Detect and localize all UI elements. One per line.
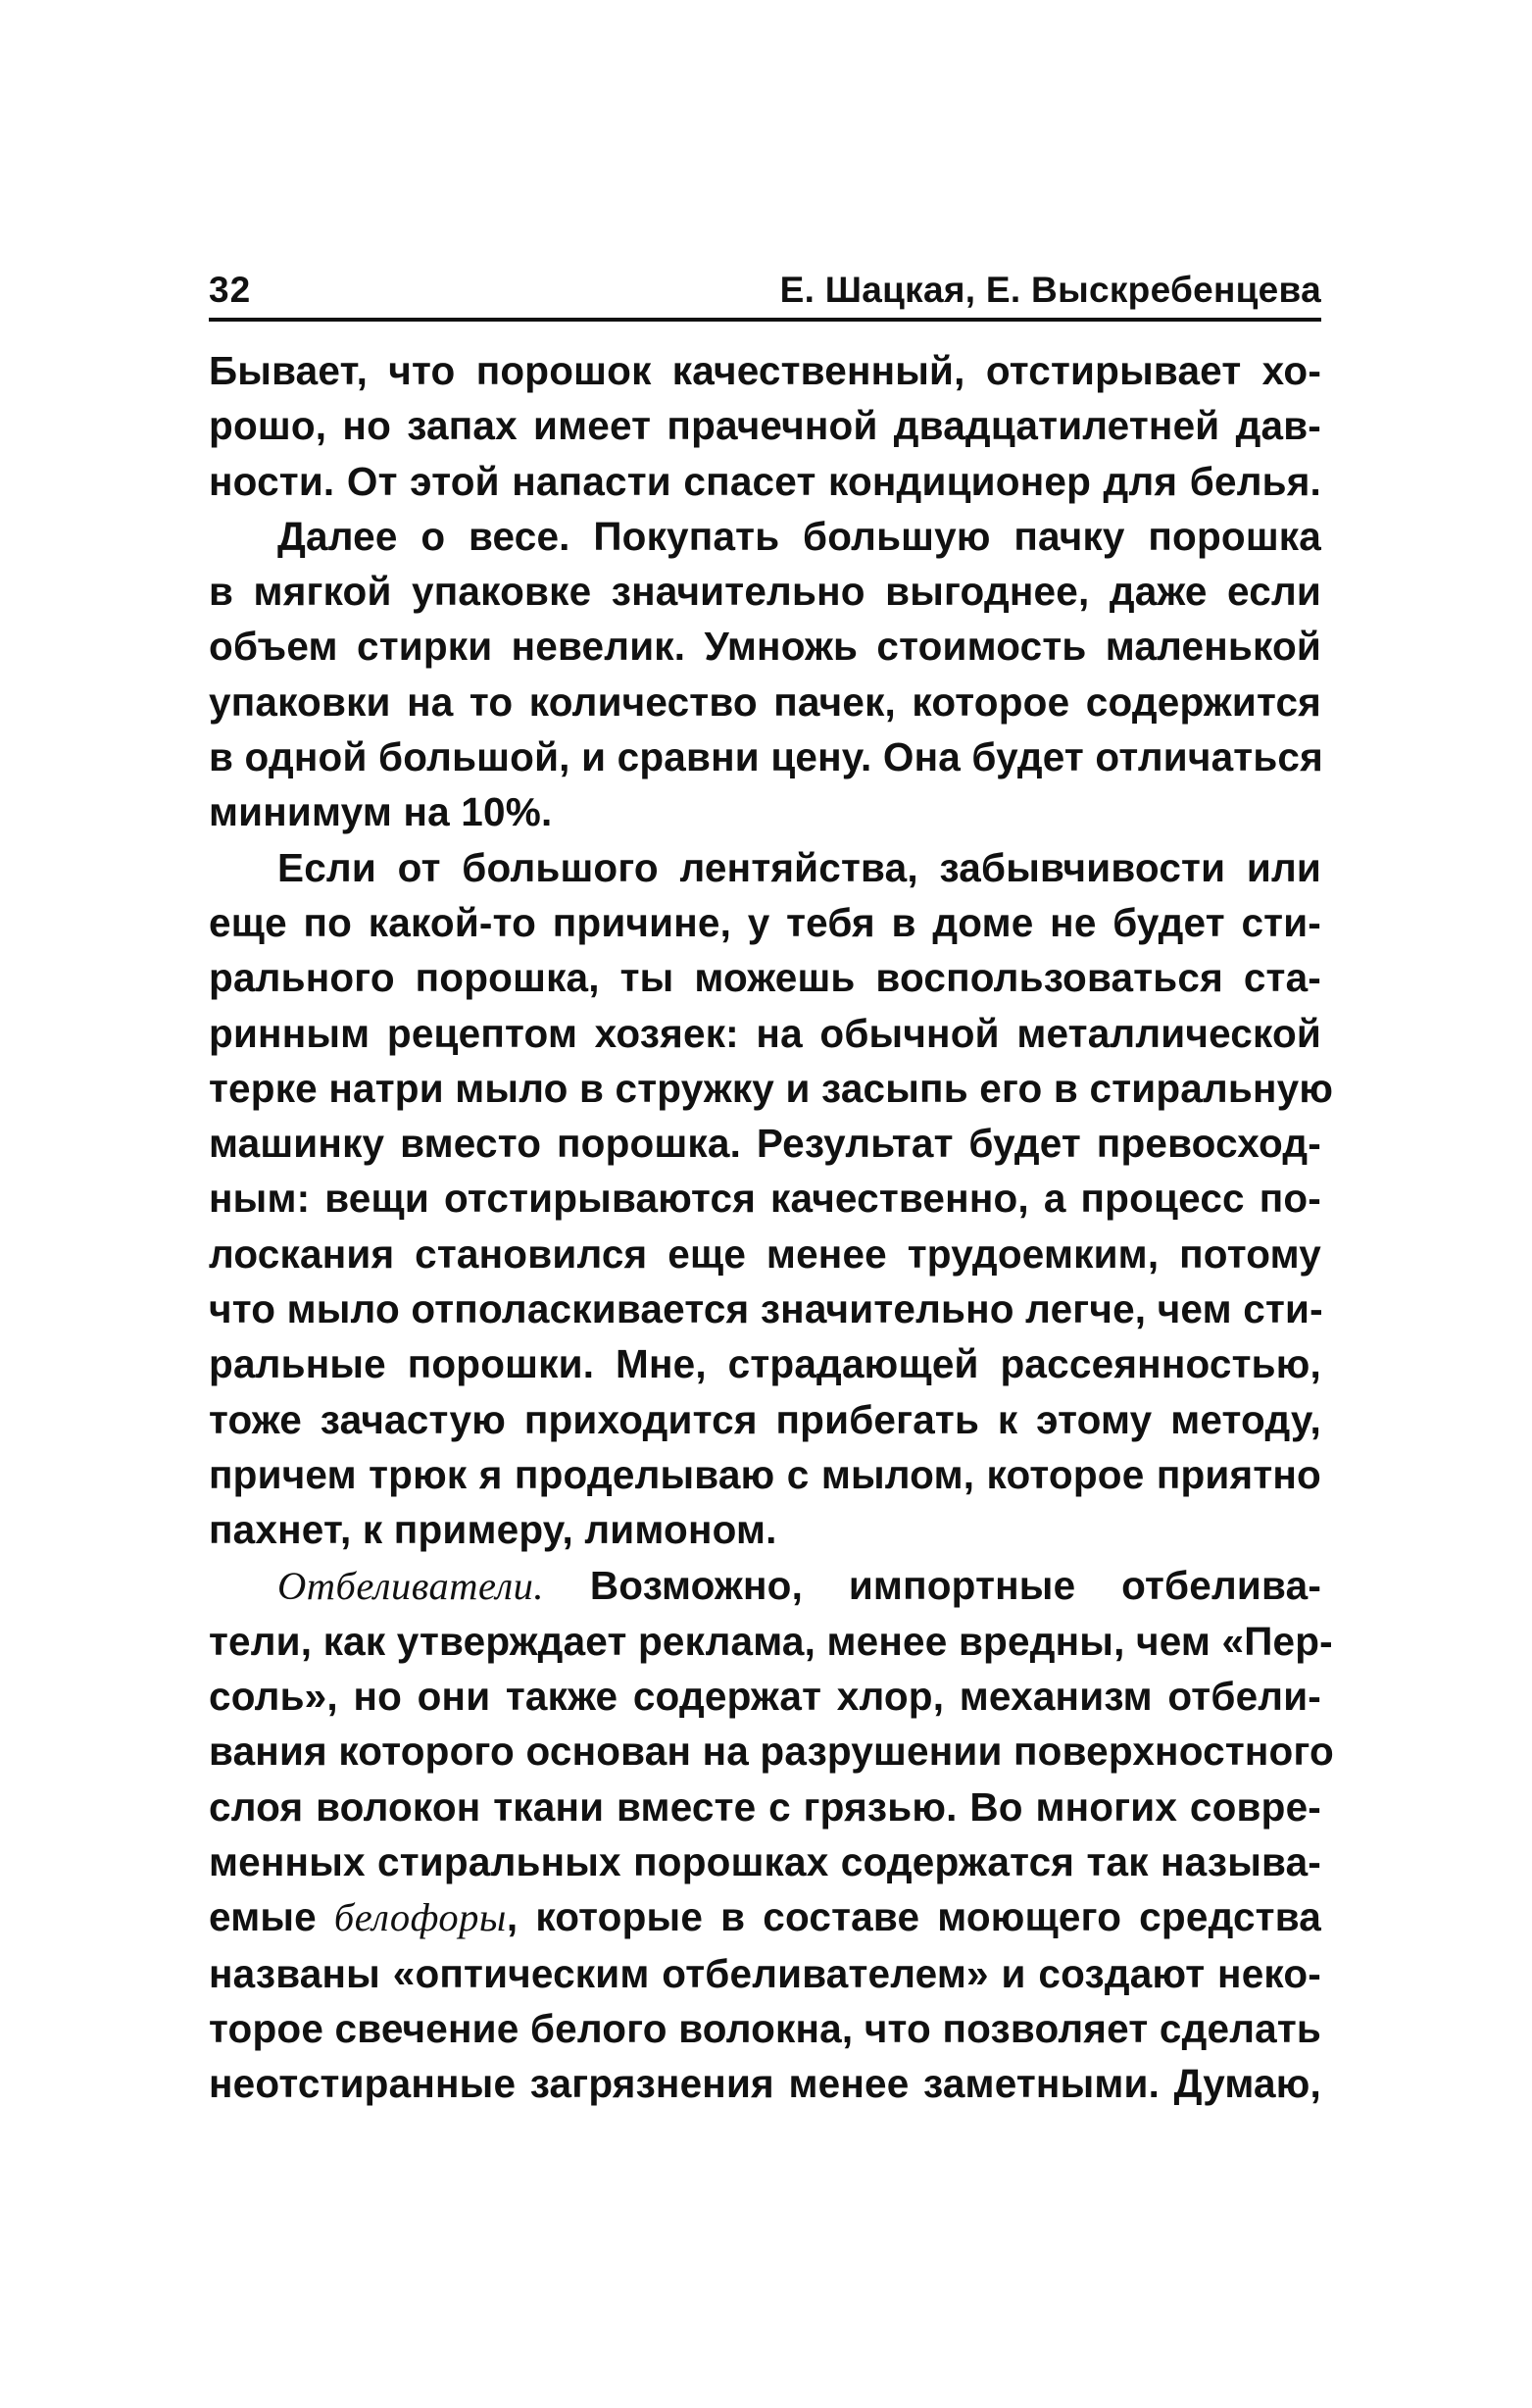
text-run: Возможно, импортные отбелива-	[544, 1562, 1321, 1608]
page-number: 32	[209, 270, 252, 310]
paragraph-2	[209, 509, 1321, 840]
text-line: ным: вещи отстирываются качественно, а процесс по-	[209, 1176, 1321, 1222]
text-line: причем трюк я проделываю с мылом, которое приятно	[209, 1451, 1321, 1497]
text-line: упаковки на то количество пачек, которое содержится	[209, 678, 1321, 725]
italic-term: белофоры	[333, 1895, 507, 1940]
running-head	[209, 257, 1321, 316]
body-text	[209, 343, 1334, 2112]
paragraph-1	[209, 343, 1321, 509]
text-line: названы «оптическим отбеливателем» и создают неко-	[209, 1950, 1321, 1996]
running-head-authors: Е. Шацкая, Е. Выскребенцева	[779, 270, 1321, 310]
text-line: неотстиранные загрязнения менее заметными. Думаю,	[209, 2061, 1321, 2107]
text-line: минимум на 10%.	[209, 789, 553, 835]
text-run: , которые в составе моющего средства	[506, 1894, 1321, 1940]
text-line: торое свечение белого волокна, что позволяет сделать	[209, 2005, 1321, 2051]
text-line: еще по какой-то причине, у тебя в доме не будет сти-	[209, 899, 1321, 945]
text-line: тели, как утверждает реклама, менее вредны, чем «Пер-	[209, 1618, 1333, 1664]
text-line: ности. От этой напасти спасет кондиционер для белья.	[209, 458, 1321, 504]
book-page	[209, 257, 1334, 2112]
text-line: объем стирки невелик. Умножь стоимость маленькой	[209, 624, 1321, 670]
text-line: менных стиральных порошках содержатся так называ-	[209, 1839, 1321, 1885]
text-line: что мыло отполаскивается значительно легче, чем сти-	[209, 1286, 1323, 1332]
italic-term: Отбеливатели.	[277, 1563, 545, 1608]
text-line: соль», но они также содержат хлор, механизм отбели-	[209, 1674, 1321, 1720]
text-line	[209, 1558, 1321, 1614]
paragraph-3	[209, 840, 1334, 1558]
text-line: вания которого основан на разрушении поверхностного	[209, 1729, 1334, 1775]
text-line: Далее о весе. Покупать большую пачку порошка	[277, 513, 1321, 559]
text-line: пахнет, к примеру, лимоном.	[209, 1507, 777, 1553]
text-line: Бывает, что порошок качественный, отстирывает хо-	[209, 348, 1321, 393]
text-line: терке натри мыло в стружку и засыпь его в стиральную	[209, 1065, 1334, 1111]
text-run: емые	[209, 1894, 334, 1940]
text-line: в мягкой упаковке значительно выгоднее, даже если	[209, 569, 1321, 615]
paragraph-4	[209, 1558, 1334, 2112]
text-line: ральные порошки. Мне, страдающей рассеянностью,	[209, 1341, 1321, 1387]
text-line: в одной большой, и сравни цену. Она будет отличаться	[209, 734, 1323, 780]
text-line: машинку вместо порошка. Результат будет превосход-	[209, 1121, 1321, 1167]
text-line: рального порошка, ты можешь воспользоваться ста-	[209, 955, 1321, 1001]
text-line: лоскания становился еще менее трудоемким, потому	[209, 1230, 1321, 1277]
text-line: Если от большого лентяйства, забывчивости или	[277, 844, 1321, 890]
text-line: рошо, но запах имеет прачечной двадцатилетней дав-	[209, 403, 1321, 449]
header-rule	[209, 318, 1321, 322]
text-line	[209, 1889, 1321, 1945]
text-line: тоже зачастую приходится прибегать к этому методу,	[209, 1396, 1321, 1442]
text-line: слоя волокон ткани вместе с грязью. Во многих совре-	[209, 1783, 1321, 1830]
text-line: ринным рецептом хозяек: на обычной металлической	[209, 1010, 1321, 1056]
